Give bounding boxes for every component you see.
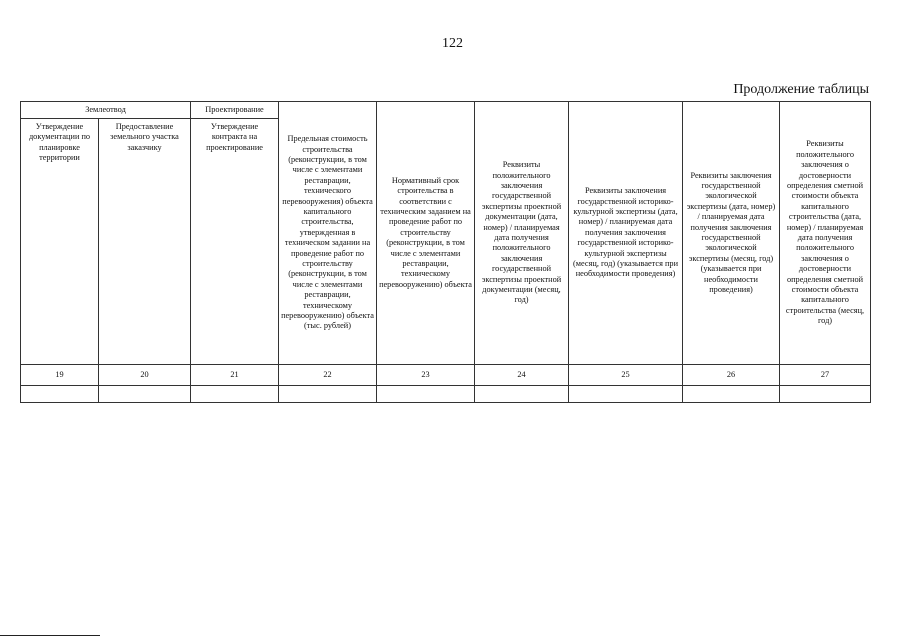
- table-continuation-label: Продолжение таблицы: [733, 82, 869, 97]
- empty-cell: [569, 386, 683, 403]
- column-number: 26: [683, 365, 780, 386]
- empty-cell: [377, 386, 475, 403]
- group-header-row: [21, 102, 871, 119]
- column-header-19: Утверждение документации по планировке территории: [21, 119, 99, 365]
- document-table: [20, 101, 871, 403]
- column-header-24: Реквизиты положительного заключения государственной экспертизы проектной документации (дата, номер) / планируемая дата получения положительного заключения государственной экспертизы проектной документации (месяц, год): [475, 102, 569, 365]
- empty-cell: [99, 386, 191, 403]
- column-number: 22: [279, 365, 377, 386]
- page-number: 122: [442, 36, 463, 51]
- empty-cell: [21, 386, 99, 403]
- column-header-25: Реквизиты заключения государственной историко-культурной экспертизы (дата, номер) / планируемая дата получения заключения государственной историко-культурной экспертизы (месяц, год) (указывается при необходимости проведения): [569, 102, 683, 365]
- empty-data-row: [21, 386, 871, 403]
- empty-cell: [191, 386, 279, 403]
- group-header-design: Проектирование: [191, 102, 279, 119]
- column-header-21: Утверждение контракта на проектирование: [191, 119, 279, 365]
- column-number: 20: [99, 365, 191, 386]
- empty-cell: [279, 386, 377, 403]
- column-number: 27: [780, 365, 871, 386]
- empty-cell: [683, 386, 780, 403]
- column-header-26: Реквизиты заключения государственной экологической экспертизы (дата, номер) / планируемая дата получения заключения государственной экологической экспертизы (месяц, год) (указывается при необходимости проведения): [683, 102, 780, 365]
- column-header-27: Реквизиты положительного заключения о достоверности определения сметной стоимости объекта капитального строительства (дата, номер) / планируемая дата получения положительного заключения о достоверности определения сметной стоимости объекта капитального строительства (месяц, год): [780, 102, 871, 365]
- group-header-land-allocation: Землеотвод: [21, 102, 191, 119]
- column-header-22: Предельная стоимость строительства (реконструкции, в том числе с элементами реставрации, технического перевооружения) объекта капитального строительства, утвержденная в техническом задании на проведение работ по строительству (реконструкции, в том числе с элементами реставрации, техническому перевооружению) объекта (тыс. рублей): [279, 102, 377, 365]
- column-number: 25: [569, 365, 683, 386]
- column-number: 19: [21, 365, 99, 386]
- empty-cell: [780, 386, 871, 403]
- column-header-23: Нормативный срок строительства в соответствии с техническим заданием на проведение работ по строительству (реконструкции, в том числе с элементами реставрации, техническому перевооружению) объекта: [377, 102, 475, 365]
- column-number: 24: [475, 365, 569, 386]
- column-number: 23: [377, 365, 475, 386]
- empty-cell: [475, 386, 569, 403]
- column-header-20: Предоставление земельного участка заказчику: [99, 119, 191, 365]
- column-number-row: [21, 365, 871, 386]
- column-number: 21: [191, 365, 279, 386]
- footnote-rule: [0, 635, 100, 636]
